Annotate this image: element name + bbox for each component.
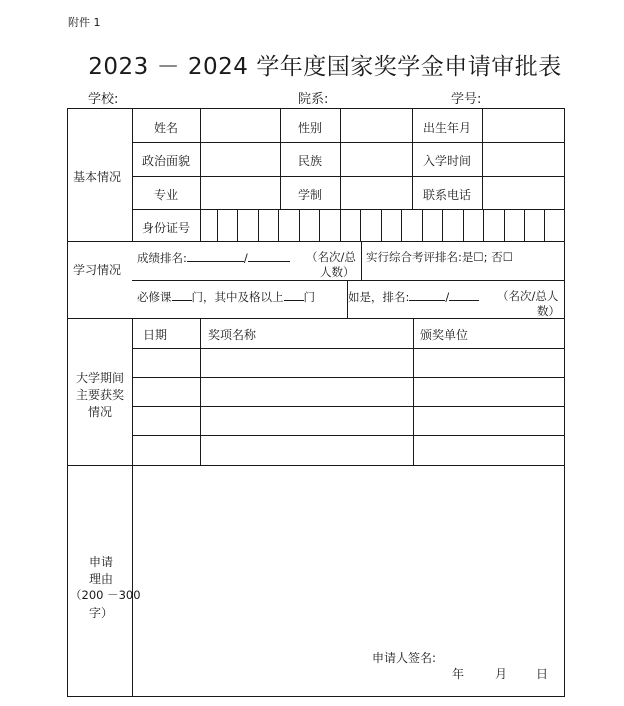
column-divider [413, 318, 414, 466]
row-divider [132, 406, 565, 407]
comprehensive-ranking-label: 实行综合考评排名:是☐; 否☐ [366, 250, 514, 264]
required-label-3: 门 [303, 290, 315, 304]
row-divider [132, 435, 565, 436]
table-border-left [67, 108, 68, 697]
major-label: 专业 [153, 188, 178, 202]
col-award-name-header: 奖项名称 [208, 328, 257, 342]
required-label-2: 门，其中及格以上 [191, 290, 284, 304]
enroll-field[interactable] [483, 143, 564, 176]
rank-line [137, 249, 290, 266]
column-divider [361, 242, 362, 280]
signature-label: 申请人签名: [372, 651, 437, 665]
rank-unit-2: 人数） [320, 265, 355, 279]
date-month-label: 月 [495, 667, 508, 681]
duration-field[interactable] [341, 177, 412, 209]
phone-label: 联系电话 [422, 188, 471, 202]
column-divider [200, 318, 201, 466]
section-reason-4: 字） [89, 606, 114, 620]
political-field[interactable] [201, 143, 280, 176]
rank-label: 成绩排名: [137, 251, 187, 265]
department-label: 院系: [298, 92, 329, 107]
rank2-line [348, 288, 479, 305]
required-label-1: 必修课 [137, 290, 172, 304]
required-courses-line [137, 288, 315, 305]
rank-slash: / [243, 251, 248, 265]
school-label: 学校: [88, 92, 119, 107]
attachment-label: 附件 1 [68, 16, 101, 29]
section-reason-1: 申请 [89, 555, 114, 569]
political-label: 政治面貌 [141, 154, 190, 168]
table-border-right [564, 108, 565, 697]
rank2-blank-1[interactable] [409, 288, 445, 301]
rank2-blank-2[interactable] [449, 288, 479, 301]
table-border-bottom [67, 696, 565, 697]
form-title: 2023 － 2024 学年度国家奖学金申请审批表 [88, 54, 562, 80]
name-field[interactable] [201, 109, 280, 142]
birth-label: 出生年月 [422, 121, 471, 135]
gender-field[interactable] [341, 109, 412, 142]
section-reason-2: 理由 [89, 572, 114, 586]
section-awards-2: 主要获奖 [76, 388, 125, 402]
rank-blank-1[interactable] [187, 249, 244, 262]
section-divider [67, 318, 565, 319]
duration-label: 学制 [297, 188, 322, 202]
section-awards-1: 大学期间 [76, 371, 125, 385]
gender-label: 性别 [297, 121, 322, 135]
row-divider [132, 280, 565, 281]
required-count-blank[interactable] [172, 288, 192, 301]
row-divider [132, 377, 565, 378]
id-card-field[interactable] [201, 210, 564, 242]
passed-count-blank[interactable] [284, 288, 304, 301]
section-awards-3: 情况 [88, 405, 113, 419]
row-divider [132, 348, 565, 349]
name-label: 姓名 [153, 121, 178, 135]
birth-field[interactable] [483, 109, 564, 142]
section-reason-3: （200 －300 [70, 588, 141, 602]
student-id-label: 学号: [451, 92, 482, 107]
section-basic-info: 基本情况 [73, 170, 122, 184]
rank-unit-1: （名次/总 [306, 250, 356, 264]
ethnicity-label: 民族 [297, 154, 322, 168]
rank2-label: 如是，排名: [348, 290, 410, 304]
ethnicity-field[interactable] [341, 143, 412, 176]
rank2-unit-1: （名次/总人 [497, 289, 559, 303]
date-day-label: 日 [536, 667, 549, 681]
rank2-slash: / [445, 290, 450, 304]
col-date-header: 日期 [143, 328, 168, 342]
rank-blank-2[interactable] [248, 249, 290, 262]
rank2-unit-2: 数） [537, 304, 560, 318]
id-card-label: 身份证号 [141, 221, 190, 235]
section-study: 学习情况 [73, 263, 122, 277]
col-issuer-header: 颁奖单位 [420, 328, 469, 342]
enroll-label: 入学时间 [422, 154, 471, 168]
major-field[interactable] [201, 177, 280, 209]
reason-textarea[interactable] [133, 466, 564, 636]
date-year-label: 年 [452, 667, 465, 681]
phone-field[interactable] [483, 177, 564, 209]
